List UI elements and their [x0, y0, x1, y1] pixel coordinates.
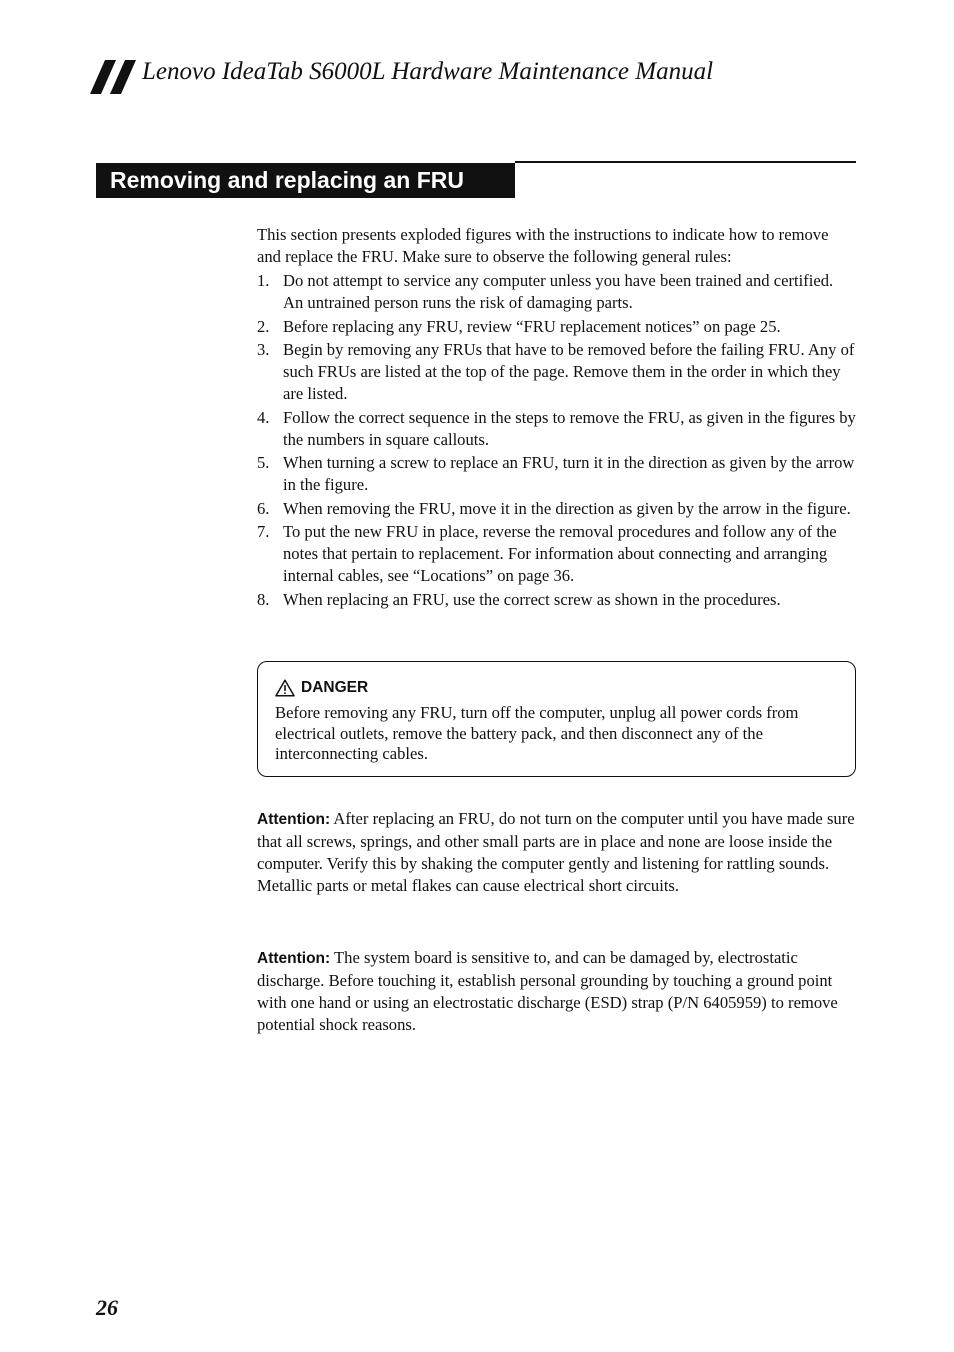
list-item	[257, 339, 856, 405]
list-item-number: 7.	[257, 522, 270, 541]
list-item-number: 1.	[257, 271, 270, 290]
section-title: Removing and replacing an FRU	[96, 163, 515, 198]
intro-paragraph: This section presents exploded figures with the instructions to indicate how to remove and replace the FRU. Make sure to observe the following general rules:	[257, 225, 829, 266]
list-item	[257, 270, 856, 314]
attention-text: After replacing an FRU, do not turn on the computer until you have made sure that all screws, springs, and other small parts are in place and none are loose inside the computer. Verify this by shaking the computer gently and listening for rattling sounds. Metallic parts or metal flakes can cause electrical short circuits.	[257, 809, 855, 895]
attention-paragraph	[257, 947, 856, 1036]
attention-label: Attention:	[257, 811, 331, 828]
list-item-number: 4.	[257, 407, 270, 427]
list-item-number: 2.	[257, 316, 270, 336]
list-item-text: Begin by removing any FRUs that have to be removed before the failing FRU. Any of such FRUs are listed at the top of the page. Remove them in the order in which they are listed.	[283, 340, 855, 403]
danger-notice	[257, 661, 856, 777]
list-item-number: 6.	[257, 498, 270, 518]
list-item-text: Follow the correct sequence in the steps to remove the FRU, as given in the figures by the numbers in square callouts.	[283, 407, 856, 449]
page-number: 26	[96, 1295, 118, 1320]
attention-label: Attention:	[257, 950, 331, 967]
list-item-text: When turning a screw to replace an FRU, turn it in the direction as given by the arrow in the figure.	[283, 453, 855, 494]
list-item-number: 3.	[257, 340, 270, 359]
list-item	[257, 498, 856, 520]
attention-paragraph	[257, 808, 856, 897]
list-item-text: When replacing an FRU, use the correct screw as shown in the procedures.	[283, 589, 781, 609]
list-item	[257, 452, 856, 496]
list-item	[257, 521, 856, 587]
danger-label: DANGER	[301, 679, 369, 696]
warning-triangle-icon	[275, 679, 295, 697]
section-rule	[515, 161, 856, 163]
danger-text: Before removing any FRU, turn off the computer, unplug all power cords from electrical outlets, remove the battery pack, and then disconnect any of the interconnecting cables.	[275, 703, 799, 763]
attention-text: The system board is sensitive to, and can be damaged by, electrostatic discharge. Before touching it, establish personal grounding by touching a ground point with one hand or using an electrostatic discharge (ESD) strap (P/N 6405959) to remove potential shock reasons.	[257, 948, 838, 1034]
list-item	[257, 316, 856, 338]
list-item	[257, 589, 856, 611]
list-item-text: When removing the FRU, move it in the direction as given by the arrow in the figure.	[283, 498, 851, 518]
list-item-number: 8.	[257, 589, 270, 609]
rules-list	[257, 270, 856, 611]
list-item-text: Before replacing any FRU, review “FRU replacement notices” on page 25.	[283, 316, 781, 336]
double-slash-mark-icon	[90, 60, 136, 94]
list-item-number: 5.	[257, 453, 270, 472]
list-item-text: To put the new FRU in place, reverse the removal procedures and follow any of the notes that pertain to replacement. For information about connecting and arranging internal cables, see “Locations” on page 36.	[283, 522, 837, 585]
content-body	[257, 224, 856, 612]
header-title: Lenovo IdeaTab S6000L Hardware Maintenance Manual	[142, 58, 714, 85]
list-item	[257, 407, 856, 451]
list-item-text: Do not attempt to service any computer unless you have been trained and certified. An untrained person runs the risk of damaging parts.	[283, 271, 834, 312]
danger-heading	[275, 676, 839, 700]
